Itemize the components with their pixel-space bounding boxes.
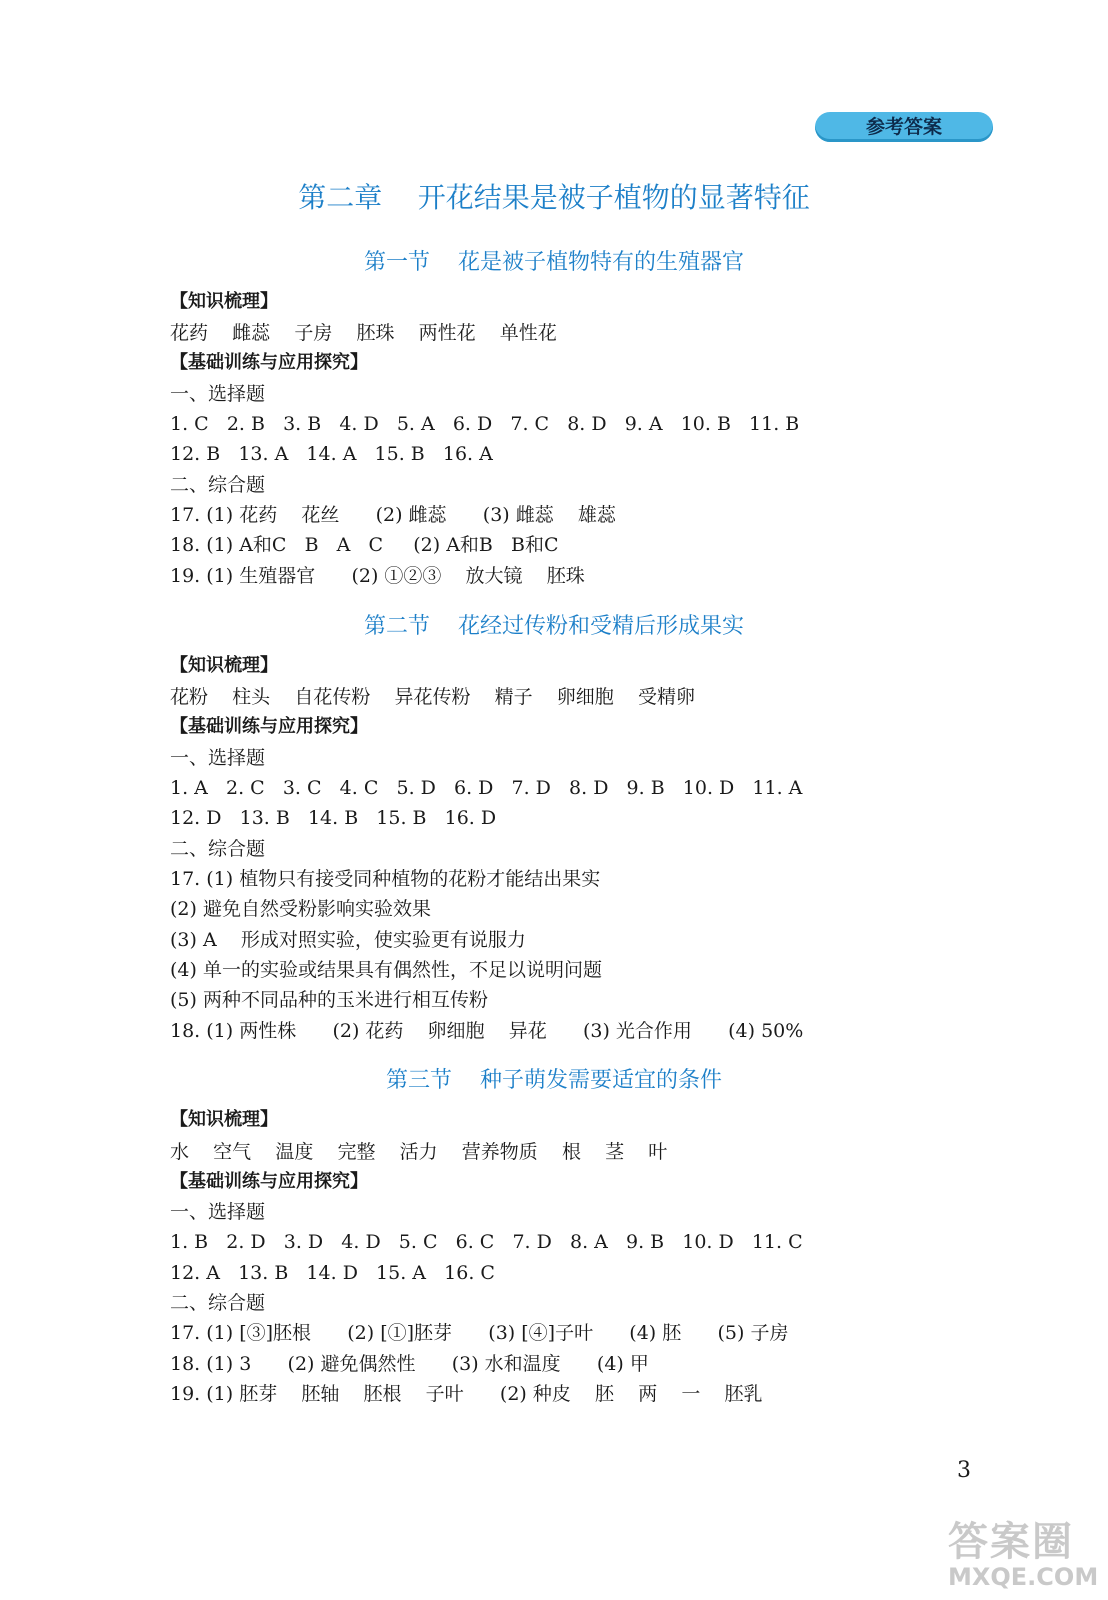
watermark-logo-text: 答案圈 <box>948 1519 1074 1565</box>
section-2-heading-knowledge: 【知识梳理】 <box>170 655 278 676</box>
section-1-line: 一、选择题 <box>170 383 266 405</box>
section-1-heading-knowledge: 【知识梳理】 <box>170 291 278 312</box>
section-2-line: 一、选择题 <box>170 747 266 769</box>
section-1-line: 花药 雌蕊 子房 胚珠 两性花 单性花 <box>170 322 557 344</box>
section-2-heading-training: 【基础训练与应用探究】 <box>170 716 368 737</box>
watermark <box>948 1510 1098 1591</box>
section-3-line: 1. B 2. D 3. D 4. D 5. C 6. C 7. D 8. A 9. B 10. D 11. C <box>170 1231 803 1253</box>
section-1-line: 二、综合题 <box>170 474 266 496</box>
section-2-line: 17. (1) 植物只有接受同种植物的花粉才能结出果实 <box>170 868 601 890</box>
section-2-line: 12. D 13. B 14. B 15. B 16. D <box>170 807 497 829</box>
section-3-heading-training: 【基础训练与应用探究】 <box>170 1171 368 1192</box>
section-2-line: 花粉 柱头 自花传粉 异花传粉 精子 卵细胞 受精卵 <box>170 686 695 708</box>
chapter-title: 第二章 开花结果是被子植物的显著特征 <box>298 181 810 214</box>
section-1-heading-training: 【基础训练与应用探究】 <box>170 352 368 373</box>
section-2-title: 第二节 花经过传粉和受精后形成果实 <box>364 614 744 639</box>
section-1-title: 第一节 花是被子植物特有的生殖器官 <box>364 250 744 275</box>
section-3-line: 水 空气 温度 完整 活力 营养物质 根 茎 叶 <box>170 1141 668 1163</box>
section-1-line: 18. (1) A和C B A C (2) A和B B和C <box>170 534 559 556</box>
section-1-line: 1. C 2. B 3. B 4. D 5. A 6. D 7. C 8. D 9. A 10. B 11. B <box>170 413 800 435</box>
section-2-line: (2) 避免自然受粉影响实验效果 <box>170 898 431 920</box>
section-3-line: 18. (1) 3 (2) 避免偶然性 (3) 水和温度 (4) 甲 <box>170 1353 649 1375</box>
section-2-line: 18. (1) 两性株 (2) 花药 卵细胞 异花 (3) 光合作用 (4) 50% <box>170 1020 804 1042</box>
answer-key-badge: 参考答案 <box>815 112 993 142</box>
section-3-title: 第三节 种子萌发需要适宜的条件 <box>386 1068 722 1093</box>
section-3-line: 12. A 13. B 14. D 15. A 16. C <box>170 1262 495 1284</box>
watermark-url: MXQE.COM <box>948 1563 1099 1591</box>
page-number: 3 <box>957 1458 971 1483</box>
section-3-heading-knowledge: 【知识梳理】 <box>170 1109 278 1130</box>
section-2-line: (4) 单一的实验或结果具有偶然性，不足以说明问题 <box>170 959 602 981</box>
section-3-line: 19. (1) 胚芽 胚轴 胚根 子叶 (2) 种皮 胚 两 一 胚乳 <box>170 1383 763 1405</box>
section-1-line: 19. (1) 生殖器官 (2) ①②③ 放大镜 胚珠 <box>170 565 585 587</box>
section-1-line: 17. (1) 花药 花丝 (2) 雌蕊 (3) 雌蕊 雄蕊 <box>170 504 616 526</box>
section-2-line: 二、综合题 <box>170 838 266 860</box>
section-3-line: 17. (1) [③]胚根 (2) [①]胚芽 (3) [④]子叶 (4) 胚 (5) 子房 <box>170 1322 789 1344</box>
section-2-line: (3) A 形成对照实验，使实验更有说服力 <box>170 929 526 951</box>
section-3-line: 二、综合题 <box>170 1292 266 1314</box>
section-1-line: 12. B 13. A 14. A 15. B 16. A <box>170 443 493 465</box>
section-2-line: (5) 两种不同品种的玉米进行相互传粉 <box>170 989 488 1011</box>
section-2-line: 1. A 2. C 3. C 4. C 5. D 6. D 7. D 8. D 9. B 10. D 11. A <box>170 777 803 799</box>
section-3-line: 一、选择题 <box>170 1201 266 1223</box>
